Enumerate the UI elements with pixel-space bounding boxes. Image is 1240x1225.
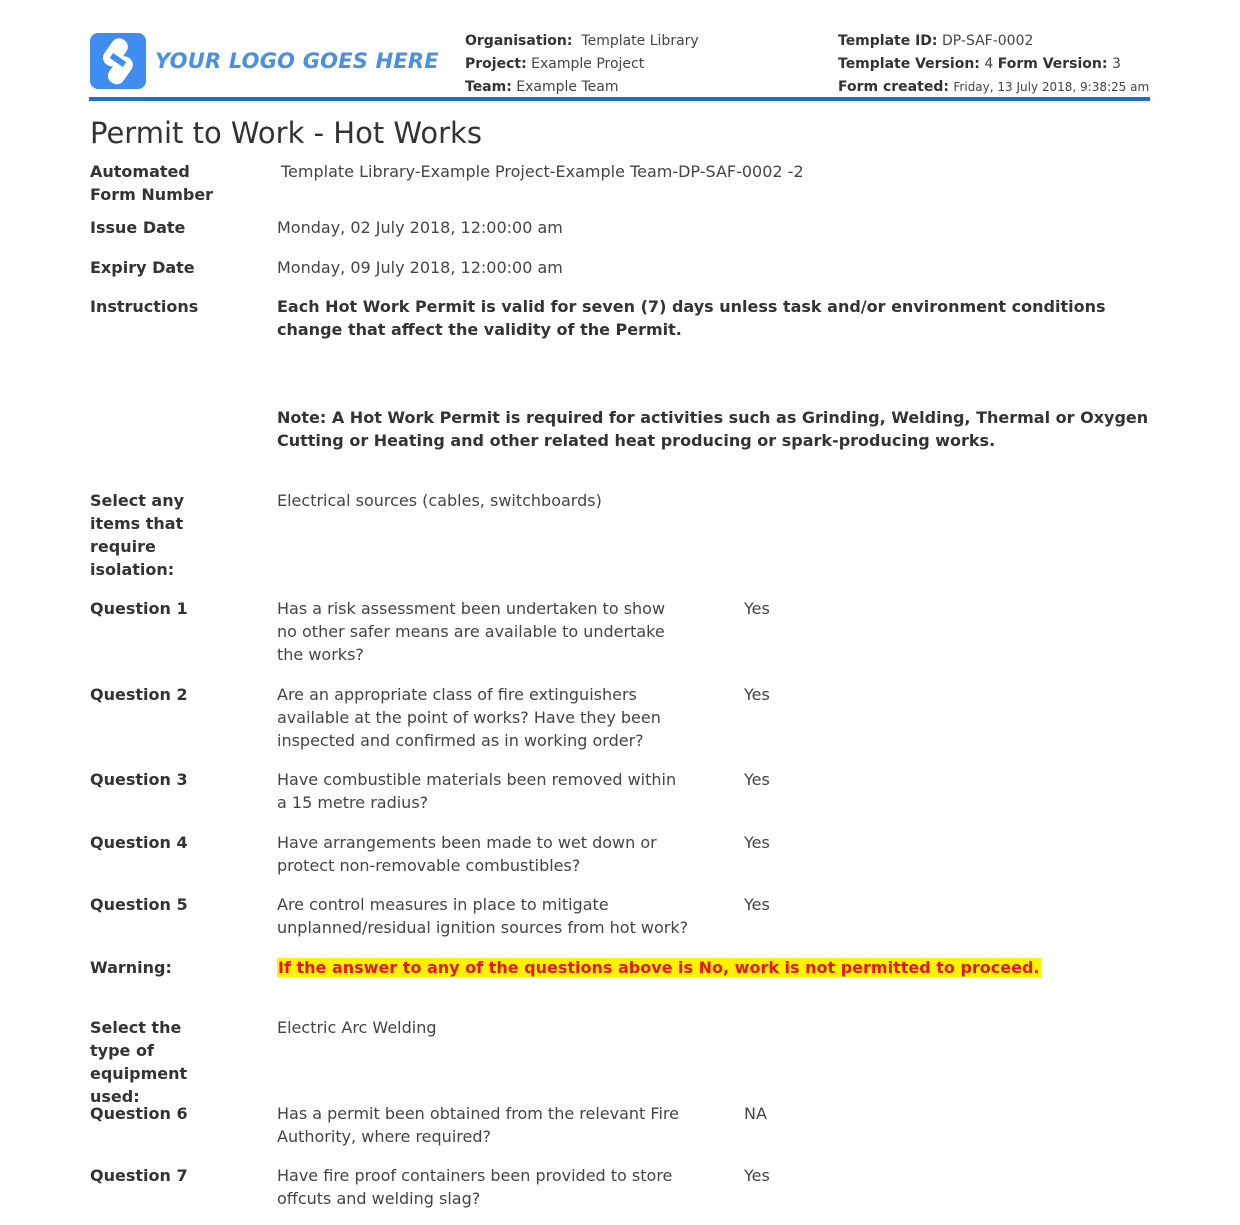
isolation-value: Electrical sources (cables, switchboards) [277, 491, 602, 510]
project-label: Project: [465, 56, 527, 72]
question-text: Has a permit been obtained from the relevant Fire Authority, where required? [277, 1104, 679, 1146]
question-answer: Yes [744, 770, 770, 789]
isolation-label: Select any items that require isolation: [90, 491, 185, 579]
team-line [465, 76, 699, 99]
template-id-line [838, 30, 1149, 53]
version-line [838, 53, 1149, 76]
company-logo [90, 33, 439, 89]
header-meta-right [838, 30, 1149, 99]
organisation-value: Template Library [581, 33, 699, 49]
expiry-date-label: Expiry Date [90, 258, 195, 277]
instructions-text: Each Hot Work Permit is valid for seven (7) days unless task and/or environment conditions change that affect the validity of the Permit. [277, 297, 1106, 339]
header-meta-left [465, 30, 699, 99]
organisation-label: Organisation: [465, 33, 573, 49]
question-text: Have arrangements been made to wet down or protect non-removable combustibles? [277, 833, 657, 875]
automated-form-number-value: Template Library-Example Project-Example Team-DP-SAF-0002 -2 [281, 162, 804, 181]
question-answer: Yes [744, 895, 770, 914]
form-version-label: Form Version: [997, 56, 1108, 72]
template-version-value: 4 [984, 56, 994, 72]
warning-label: Warning: [90, 958, 172, 977]
form-created-value: Friday, 13 July 2018, 9:38:25 am [953, 80, 1150, 94]
team-label: Team: [465, 79, 512, 95]
question-text: Has a risk assessment been undertaken to show no other safer means are available to undertake the works? [277, 599, 666, 664]
automated-form-number-label: Automated Form Number [90, 162, 214, 204]
question-answer: Yes [744, 833, 770, 852]
instructions-note: Note: A Hot Work Permit is required for activities such as Grinding, Welding, Thermal or Oxygen Cutting or Heating and other related heat producing or spark-producing works. [277, 408, 1149, 450]
issue-date-label: Issue Date [90, 218, 186, 237]
question-answer: Yes [744, 1166, 770, 1185]
equipment-label: Select the type of equipment used: [90, 1018, 188, 1106]
logo-text: YOUR LOGO GOES HERE [155, 49, 439, 73]
expiry-date-value: Monday, 09 July 2018, 12:00:00 am [277, 258, 563, 277]
question-answer: Yes [744, 685, 770, 704]
question-text: Are control measures in place to mitigate unplanned/residual ignition sources from hot work? [277, 895, 689, 937]
template-id-label: Template ID: [838, 33, 938, 49]
page-title: Permit to Work - Hot Works [90, 116, 482, 150]
template-id-value: DP-SAF-0002 [941, 33, 1034, 49]
organisation-line [465, 30, 699, 53]
logo-mark-icon [90, 33, 146, 89]
question-label: Question 3 [90, 770, 188, 789]
project-line [465, 53, 699, 76]
question-label: Question 7 [90, 1166, 188, 1185]
question-text: Have combustible materials been removed within a 15 metre radius? [277, 770, 677, 812]
form-created-label: Form created: [838, 79, 949, 95]
template-version-label: Template Version: [838, 56, 980, 72]
question-label: Question 6 [90, 1104, 188, 1123]
question-label: Question 1 [90, 599, 188, 618]
question-text: Have fire proof containers been provided to store offcuts and welding slag? [277, 1166, 673, 1208]
question-label: Question 4 [90, 833, 188, 852]
equipment-value: Electric Arc Welding [277, 1018, 437, 1037]
warning-value-wrap [277, 956, 1152, 979]
project-value: Example Project [531, 56, 645, 72]
question-answer: NA [744, 1104, 767, 1123]
header-divider [89, 97, 1150, 101]
question-answer: Yes [744, 599, 770, 618]
question-label: Question 5 [90, 895, 188, 914]
instructions-label: Instructions [90, 297, 199, 316]
team-value: Example Team [516, 79, 619, 95]
form-created-line [838, 76, 1149, 99]
question-label: Question 2 [90, 685, 188, 704]
warning-text: If the answer to any of the questions above is No, work is not permitted to proceed. [278, 958, 1040, 977]
question-text: Are an appropriate class of fire extinguishers available at the point of works? Have they been inspected and confirmed as in working order? [277, 685, 661, 750]
issue-date-value: Monday, 02 July 2018, 12:00:00 am [277, 218, 563, 237]
form-version-value: 3 [1111, 56, 1121, 72]
